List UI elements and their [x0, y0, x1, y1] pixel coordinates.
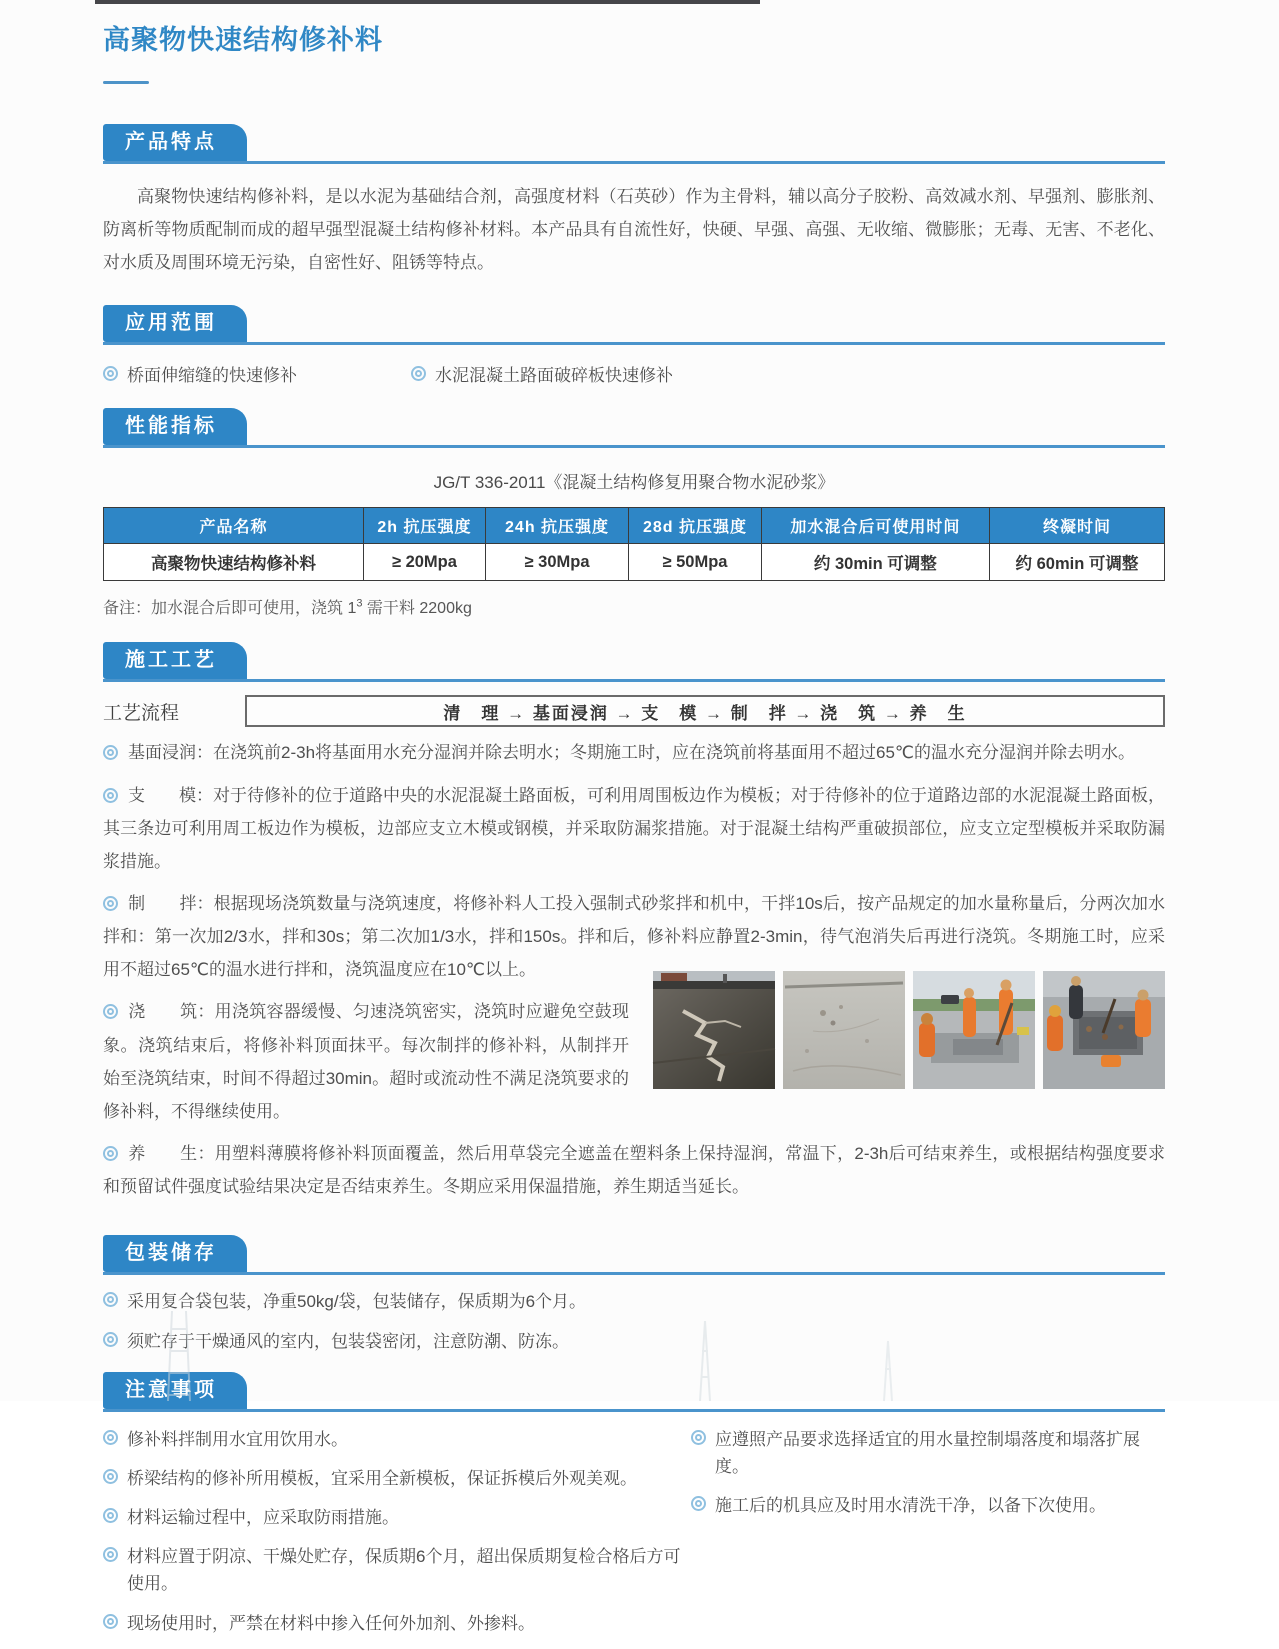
site-photos-strip [653, 971, 1165, 1089]
precaution-item [103, 1610, 691, 1637]
column-header: 产品名称 [104, 508, 364, 544]
process-step-soaking [103, 736, 1165, 769]
storage-item [103, 1288, 1165, 1315]
precaution-text: 应遵照产品要求选择适宜的用水量控制塌落度和塌落扩展度。 [715, 1429, 1140, 1476]
step-text: 支 模：对于待修补的位于道路中央的水泥混凝土路面板，可利用周围板边作为模板；对于待修补的位于道路边部的水泥混凝土路面板，其三条边可利用周工板边作为模板，边部应支立木模或钢模，并采取防漏浆措施。对于混凝土结构严重破损部位，应支立定型模板并采取防漏浆措施。 [103, 785, 1165, 871]
remark-superscript: 3 [356, 598, 363, 611]
ring-bullet-icon [103, 366, 118, 381]
remark-text: 需干料 2200kg [362, 600, 472, 618]
process-flow-row [103, 695, 1165, 727]
step-text: 养 生：用塑料薄膜将修补料顶面覆盖，然后用草袋完全遮盖在塑料条上保持湿润，常温下，2-3h后可结束养生，或根据结构强度要求和预留试件强度试验结果决定是否结束养生。冬期应采用保温措施，养生期适当延长。 [103, 1143, 1165, 1197]
ring-bullet-icon [691, 1496, 706, 1511]
performance-tab-label: 性能指标 [103, 408, 247, 445]
process-step-formwork [103, 779, 1165, 878]
ring-bullet-icon [103, 1332, 118, 1347]
page-title: 高聚物快速结构修补料 [103, 25, 383, 55]
precaution-text: 材料运输过程中，应采取防雨措施。 [127, 1508, 399, 1527]
flow-label: 工艺流程 [103, 702, 180, 724]
precaution-text: 现场使用时，严禁在材料中掺入任何外加剂、外掺料。 [127, 1613, 535, 1633]
precaution-item [103, 1504, 691, 1531]
application-item [103, 361, 411, 386]
step-text: 基面浸润：在浇筑前2-3h将基面用水充分湿润并除去明水；冬期施工时，应在浇筑前将基面用不超过65℃的温水充分湿润并除去明水。 [128, 743, 1136, 763]
table-remark [103, 595, 1165, 618]
precautions-left-column [103, 1426, 691, 1649]
precaution-text: 修补料拌制用水宜用饮用水。 [127, 1429, 348, 1449]
application-item [411, 361, 673, 386]
application-item-label: 桥面伸缩缝的快速修补 [127, 366, 297, 386]
cracked-pavement-photo [653, 971, 775, 1089]
section-header-features [103, 124, 1165, 164]
storage-tab-label: 包装储存 [103, 1235, 247, 1272]
ring-bullet-icon [103, 1547, 118, 1562]
table-cell-24h-strength: ≥ 30Mpa [485, 544, 628, 581]
section-header-precautions [103, 1372, 1165, 1412]
ring-bullet-icon [103, 1430, 118, 1445]
storage-item-text: 须贮存于干燥通风的室内，包装袋密闭，注意防潮、防冻。 [127, 1332, 569, 1352]
column-header: 终凝时间 [989, 508, 1164, 544]
features-paragraph: 高聚物快速结构修补料，是以水泥为基础结合剂，高强度材料（石英砂）作为主骨料，辅以高分子胶粉、高效减水剂、早强剂、膨胀剂、防离析等物质配制而成的超早强型混凝土结构修补材料。本产品具有自流性好，快硬、早强、高强、无收缩、微膨胀；无毒、无害、不老化、对水质及周围环境无污染，自密性好、阻锈等特点。 [103, 187, 1165, 273]
ring-bullet-icon [103, 1508, 118, 1523]
ring-bullet-icon [103, 1146, 118, 1161]
ring-bullet-icon [411, 366, 426, 381]
concrete-surface-photo [783, 971, 905, 1089]
column-header: 24h 抗压强度 [485, 508, 628, 544]
precaution-item [691, 1492, 1165, 1519]
precaution-text: 施工后的机具应及时用水清洗干净，以备下次使用。 [715, 1496, 1106, 1515]
precaution-item [103, 1426, 691, 1453]
precautions-columns [103, 1426, 1165, 1649]
ring-bullet-icon [691, 1430, 706, 1445]
performance-table [103, 507, 1165, 581]
ring-bullet-icon [103, 1004, 118, 1019]
table-cell-final-set-time: 约 60min 可调整 [989, 544, 1164, 581]
column-header: 28d 抗压强度 [629, 508, 762, 544]
storage-item-text: 采用复合袋包装，净重50kg/袋，包装储存，保质期为6个月。 [127, 1292, 587, 1312]
table-cell-product-name: 高聚物快速结构修补料 [104, 544, 364, 581]
application-item-label: 水泥混凝土路面破碎板快速修补 [435, 366, 673, 386]
step-text: 制 拌：根据现场浇筑数量与浇筑速度，将修补料人工投入强制式砂浆拌和机中，干拌10s后，按产品规定的加水量称量后，分两次加水拌和：第一次加2/3水，拌和30s；第二次加1/3水，拌和150s。拌和后，修补料应静置2-3min，待气泡消失后再进行浇筑。冬期施工时，应采用不超过65℃的温水进行拌和，浇筑温度应在10℃以上。 [103, 893, 1165, 980]
section-header-performance [103, 408, 1165, 448]
precaution-text: 材料应置于阴凉、干燥处贮存，保质期6个月，超出保质期复检合格后方可使用。 [127, 1547, 681, 1594]
ring-bullet-icon [103, 788, 118, 803]
step-text: 浇 筑：用浇筑容器缓慢、匀速浇筑密实，浇筑时应避免空鼓现象。浇筑结束后，将修补料顶面抹平。每次制拌的修补料，从制拌开始至浇筑结束，时间不得超过30min。超时或流动性不满足浇筑要求的修补料，不得继续使用。 [103, 1002, 629, 1121]
section-header-application [103, 305, 1165, 345]
title-underline-dash [103, 81, 149, 84]
section-header-storage [103, 1235, 1165, 1275]
ring-bullet-icon [103, 1469, 118, 1484]
process-step-curing [103, 1137, 1165, 1203]
process-tab-label: 施工工艺 [103, 642, 247, 679]
precaution-item [103, 1465, 691, 1492]
table-cell-2h-strength: ≥ 20Mpa [363, 544, 485, 581]
column-header: 加水混合后可使用时间 [761, 508, 989, 544]
ring-bullet-icon [103, 896, 118, 911]
ring-bullet-icon [103, 1292, 118, 1307]
table-cell-usable-time: 约 30min 可调整 [761, 544, 989, 581]
ring-bullet-icon [103, 1614, 118, 1629]
patch-repair-crew-photo [1043, 971, 1165, 1089]
precaution-item [691, 1426, 1165, 1480]
features-tab-label: 产品特点 [103, 124, 247, 161]
precaution-item [103, 1543, 691, 1597]
storage-item [103, 1328, 1165, 1355]
application-items-row [103, 361, 1165, 386]
application-tab-label: 应用范围 [103, 305, 247, 342]
remark-text: 备注：加水混合后即可使用，浇筑 1 [103, 600, 357, 618]
ring-bullet-icon [103, 745, 118, 760]
table-header-row [104, 508, 1165, 544]
precaution-text: 桥梁结构的修补所用模板，宜采用全新模板，保证拆模后外观美观。 [127, 1468, 637, 1488]
table-cell-28d-strength: ≥ 50Mpa [629, 544, 762, 581]
road-repair-crew-photo [913, 971, 1035, 1089]
table-row [104, 544, 1165, 581]
process-step-pouring-block [103, 995, 1165, 1128]
page-top-edge-strip [95, 0, 760, 4]
standard-reference: JG/T 336-2011《混凝土结构修复用聚合物水泥砂浆》 [433, 473, 835, 493]
column-header: 2h 抗压强度 [363, 508, 485, 544]
precautions-right-column [691, 1426, 1165, 1649]
section-header-process [103, 642, 1165, 682]
flow-sequence-box: 清 理 → 基面浸润 → 支 模 → 制 拌 → 浇 筑 → 养 生 [245, 695, 1165, 727]
precautions-tab-label: 注意事项 [103, 1372, 247, 1409]
